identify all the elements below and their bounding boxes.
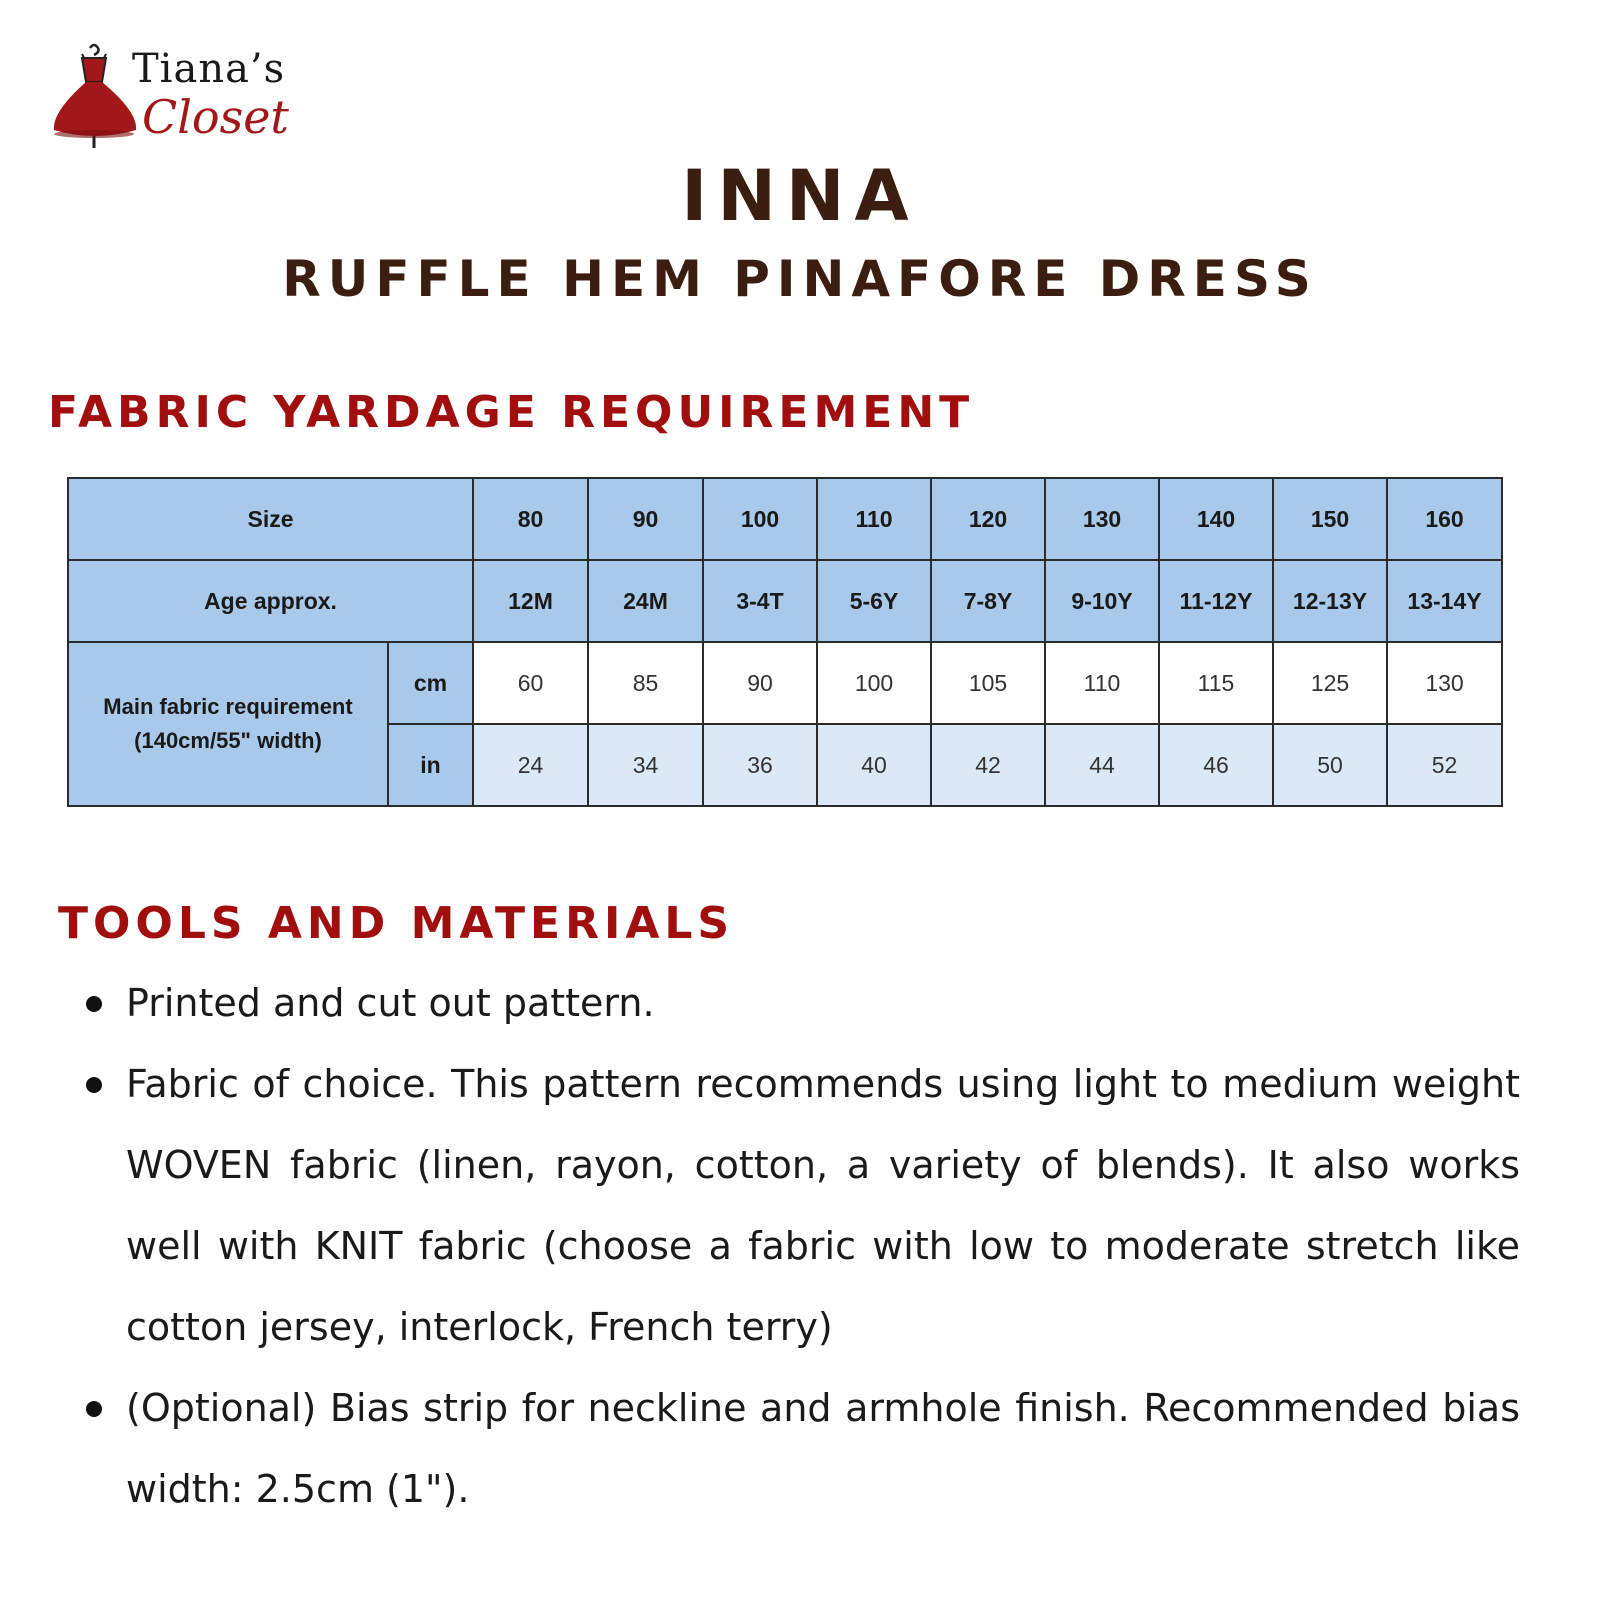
cm-value-cell: 90	[703, 642, 817, 724]
age-cell: 3-4T	[703, 560, 817, 642]
tools-materials-heading: TOOLS AND MATERIALS	[58, 898, 735, 949]
cm-unit-label: cm	[388, 642, 473, 724]
in-value-cell: 52	[1387, 724, 1502, 806]
size-cell: 110	[817, 478, 931, 560]
age-cell: 5-6Y	[817, 560, 931, 642]
brand-logo	[52, 42, 292, 152]
brand-name-line1: Tiana’s	[132, 46, 286, 92]
age-cell: 11-12Y	[1159, 560, 1273, 642]
dress-form-icon	[52, 42, 142, 152]
brand-name-line2: Closet	[142, 90, 289, 144]
age-label: Age approx.	[68, 560, 473, 642]
in-value-cell: 34	[588, 724, 703, 806]
cm-value-cell: 130	[1387, 642, 1502, 724]
cm-value-cell: 85	[588, 642, 703, 724]
size-cell: 150	[1273, 478, 1387, 560]
in-value-cell: 36	[703, 724, 817, 806]
size-cell: 160	[1387, 478, 1502, 560]
age-cell: 24M	[588, 560, 703, 642]
size-row	[68, 478, 1502, 560]
size-cell: 90	[588, 478, 703, 560]
age-cell: 12-13Y	[1273, 560, 1387, 642]
yardage-table	[67, 477, 1503, 807]
size-cell: 120	[931, 478, 1045, 560]
cm-value-cell: 110	[1045, 642, 1159, 724]
in-value-cell: 40	[817, 724, 931, 806]
fabric-yardage-heading: FABRIC YARDAGE REQUIREMENT	[48, 387, 975, 438]
age-cell: 9-10Y	[1045, 560, 1159, 642]
in-value-cell: 50	[1273, 724, 1387, 806]
size-cell: 100	[703, 478, 817, 560]
main-fabric-label	[68, 642, 388, 806]
main-fabric-label-line1: Main fabric requirement	[103, 694, 353, 719]
list-item-text: Printed and cut out pattern.	[126, 981, 655, 1025]
cm-value-cell: 125	[1273, 642, 1387, 724]
pattern-subtitle: RUFFLE HEM PINAFORE DRESS	[282, 250, 1318, 308]
age-cell: 13-14Y	[1387, 560, 1502, 642]
in-value-cell: 46	[1159, 724, 1273, 806]
list-item	[80, 1368, 1520, 1530]
size-cell: 140	[1159, 478, 1273, 560]
list-item-text: Fabric of choice. This pattern recommends using light to medium weight WOVEN fabric (linen, rayon, cotton, a variety of blends). It also works well with KNIT fabric (choose a fabric with low to moderate stretch like cotton jersey, interlock, French terry)	[126, 1062, 1520, 1349]
cm-value-cell: 60	[473, 642, 588, 724]
size-label: Size	[68, 478, 473, 560]
pattern-title: INNA	[681, 155, 919, 237]
list-item	[80, 963, 1520, 1044]
in-value-cell: 24	[473, 724, 588, 806]
bullet-icon	[86, 1077, 102, 1093]
bullet-icon	[86, 996, 102, 1012]
age-cell: 7-8Y	[931, 560, 1045, 642]
in-unit-label: in	[388, 724, 473, 806]
cm-value-cell: 105	[931, 642, 1045, 724]
size-cell: 130	[1045, 478, 1159, 560]
tools-list	[80, 963, 1520, 1530]
in-value-cell: 42	[931, 724, 1045, 806]
age-cell: 12M	[473, 560, 588, 642]
size-cell: 80	[473, 478, 588, 560]
list-item-text: (Optional) Bias strip for neckline and armhole finish. Recommended bias width: 2.5cm (1").	[126, 1386, 1520, 1511]
cm-value-cell: 100	[817, 642, 931, 724]
list-item	[80, 1044, 1520, 1368]
bullet-icon	[86, 1401, 102, 1417]
cm-value-cell: 115	[1159, 642, 1273, 724]
in-value-cell: 44	[1045, 724, 1159, 806]
main-fabric-label-line2: (140cm/55" width)	[134, 728, 322, 753]
cm-row	[68, 642, 1502, 724]
age-row	[68, 560, 1502, 642]
